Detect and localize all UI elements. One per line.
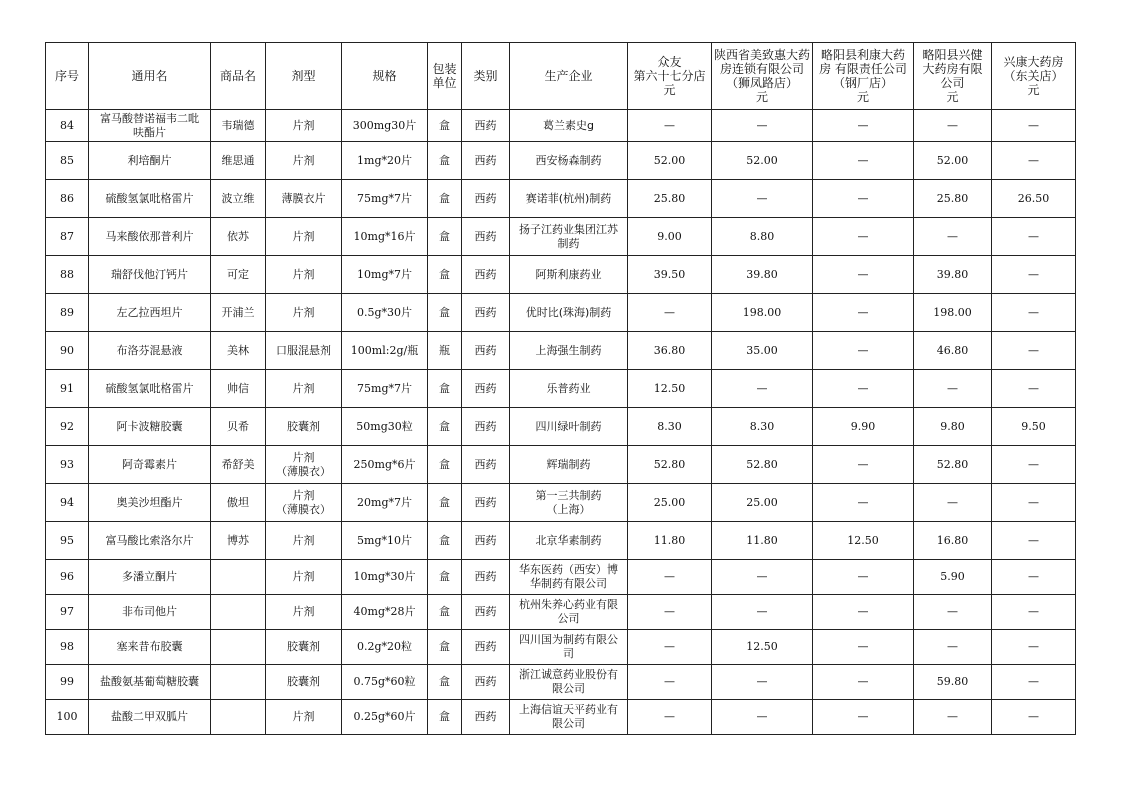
table-row [46, 256, 1076, 294]
table-cell: 12.50 [628, 370, 712, 408]
table-cell: 87 [46, 218, 89, 256]
table-cell: 5mg*10片 [342, 522, 428, 560]
table-cell: — [992, 700, 1076, 735]
table-cell: 5.90 [914, 560, 992, 595]
table-cell: 9.00 [628, 218, 712, 256]
table-cell: 乐普药业 [510, 370, 628, 408]
table-cell: — [992, 142, 1076, 180]
table-cell: 52.80 [914, 446, 992, 484]
table-cell: 扬子江药业集团江苏 制药 [510, 218, 628, 256]
table-cell: 8.30 [628, 408, 712, 446]
table-cell: 75mg*7片 [342, 180, 428, 218]
table-cell: 西药 [462, 560, 510, 595]
table-row [46, 700, 1076, 735]
table-cell: 片剂 [266, 218, 342, 256]
table-cell: 西药 [462, 332, 510, 370]
table-cell: 9.50 [992, 408, 1076, 446]
table-cell: 四川国为制药有限公 司 [510, 630, 628, 665]
table-row [46, 630, 1076, 665]
table-cell [211, 700, 266, 735]
table-cell: — [813, 256, 914, 294]
table-cell: 西药 [462, 484, 510, 522]
table-cell: 25.80 [628, 180, 712, 218]
table-cell: 39.50 [628, 256, 712, 294]
table-cell: 赛诺菲(杭州)制药 [510, 180, 628, 218]
table-cell: 西药 [462, 218, 510, 256]
table-cell: 盒 [428, 630, 462, 665]
table-cell: 50mg30粒 [342, 408, 428, 446]
column-header: 类别 [462, 43, 510, 110]
table-cell: 口服混悬剂 [266, 332, 342, 370]
table-cell: 西药 [462, 370, 510, 408]
table-cell [211, 595, 266, 630]
table-cell: 20mg*7片 [342, 484, 428, 522]
column-header: 通用名 [89, 43, 211, 110]
table-cell: 89 [46, 294, 89, 332]
table-cell: 94 [46, 484, 89, 522]
table-cell: 0.75g*60粒 [342, 665, 428, 700]
table-cell: 富马酸替诺福韦二吡 呋酯片 [89, 110, 211, 142]
table-cell: 四川绿叶制药 [510, 408, 628, 446]
table-row [46, 484, 1076, 522]
table-cell: — [628, 630, 712, 665]
table-cell: 马来酸依那普利片 [89, 218, 211, 256]
table-cell: 盒 [428, 110, 462, 142]
table-cell: — [813, 484, 914, 522]
table-cell: 非布司他片 [89, 595, 211, 630]
table-cell: 84 [46, 110, 89, 142]
table-cell: — [628, 665, 712, 700]
table-cell: 西药 [462, 256, 510, 294]
table-cell: 西药 [462, 446, 510, 484]
table-cell: 39.80 [712, 256, 813, 294]
table-cell: 盐酸二甲双胍片 [89, 700, 211, 735]
table-cell: — [813, 294, 914, 332]
table-cell: 9.90 [813, 408, 914, 446]
table-cell: 片剂 （薄膜衣） [266, 446, 342, 484]
table-cell: 52.00 [712, 142, 813, 180]
table-cell: — [992, 522, 1076, 560]
column-header: 略阳县兴健 大药房有限 公司 元 [914, 43, 992, 110]
table-cell: — [992, 218, 1076, 256]
table-cell: 西药 [462, 630, 510, 665]
column-header: 规格 [342, 43, 428, 110]
table-cell: 阿奇霉素片 [89, 446, 211, 484]
table-row [46, 142, 1076, 180]
table-cell: 盒 [428, 142, 462, 180]
table-cell: 52.00 [914, 142, 992, 180]
column-header: 生产企业 [510, 43, 628, 110]
table-cell: 75mg*7片 [342, 370, 428, 408]
table-cell: 西安杨森制药 [510, 142, 628, 180]
table-cell: — [914, 218, 992, 256]
table-cell: 90 [46, 332, 89, 370]
table-cell: 86 [46, 180, 89, 218]
table-cell: 希舒美 [211, 446, 266, 484]
table-cell: 片剂 [266, 595, 342, 630]
table-row [46, 370, 1076, 408]
table-row [46, 180, 1076, 218]
table-cell: 盒 [428, 256, 462, 294]
table-cell: 25.00 [628, 484, 712, 522]
table-cell: — [712, 370, 813, 408]
table-cell: 傲坦 [211, 484, 266, 522]
table-cell: 西药 [462, 142, 510, 180]
table-cell: 52.00 [628, 142, 712, 180]
table-cell: 85 [46, 142, 89, 180]
table-cell: — [992, 370, 1076, 408]
table-cell: 多潘立酮片 [89, 560, 211, 595]
table-cell: — [992, 446, 1076, 484]
table-cell: 第一三共制药 （上海） [510, 484, 628, 522]
table-cell: 盒 [428, 294, 462, 332]
table-cell: 片剂 [266, 110, 342, 142]
table-cell: 25.80 [914, 180, 992, 218]
table-cell: 0.2g*20粒 [342, 630, 428, 665]
table-cell: — [712, 110, 813, 142]
table-cell: 左乙拉西坦片 [89, 294, 211, 332]
table-cell: — [992, 560, 1076, 595]
table-cell [211, 665, 266, 700]
table-cell: 帅信 [211, 370, 266, 408]
table-cell: — [914, 630, 992, 665]
table-row [46, 294, 1076, 332]
table-cell: 华东医药（西安）博 华制药有限公司 [510, 560, 628, 595]
table-cell: — [992, 256, 1076, 294]
table-cell: 198.00 [914, 294, 992, 332]
table-cell: 盒 [428, 408, 462, 446]
table-cell: 北京华素制药 [510, 522, 628, 560]
table-cell: 盒 [428, 665, 462, 700]
table-cell: 瓶 [428, 332, 462, 370]
table-cell: 西药 [462, 700, 510, 735]
table-cell: 片剂 [266, 294, 342, 332]
table-cell: 91 [46, 370, 89, 408]
table-cell: 52.80 [628, 446, 712, 484]
table-cell: 盒 [428, 370, 462, 408]
table-cell: 辉瑞制药 [510, 446, 628, 484]
table-cell: — [914, 370, 992, 408]
table-cell: — [992, 110, 1076, 142]
table-cell: — [992, 332, 1076, 370]
table-cell: 贝希 [211, 408, 266, 446]
table-cell: 片剂 [266, 142, 342, 180]
table-cell: 上海强生制药 [510, 332, 628, 370]
table-cell: 100ml:2g/瓶 [342, 332, 428, 370]
table-cell: 98 [46, 630, 89, 665]
table-cell: — [628, 110, 712, 142]
table-cell: — [628, 560, 712, 595]
table-cell: — [914, 700, 992, 735]
table-cell [211, 630, 266, 665]
table-cell: 40mg*28片 [342, 595, 428, 630]
table-cell: 25.00 [712, 484, 813, 522]
table-cell: 西药 [462, 665, 510, 700]
table-cell: 杭州朱养心药业有限 公司 [510, 595, 628, 630]
table-cell: 0.5g*30片 [342, 294, 428, 332]
table-cell: 胶囊剂 [266, 665, 342, 700]
table-cell: — [813, 218, 914, 256]
table-cell: 上海信谊天平药业有 限公司 [510, 700, 628, 735]
table-cell: — [628, 700, 712, 735]
table-cell: 西药 [462, 110, 510, 142]
table-cell: — [813, 446, 914, 484]
column-header: 包装 单位 [428, 43, 462, 110]
table-cell: — [813, 332, 914, 370]
table-cell: — [712, 665, 813, 700]
table-cell: 11.80 [628, 522, 712, 560]
table-row [46, 332, 1076, 370]
table-cell: 盒 [428, 484, 462, 522]
table-cell: 片剂 [266, 700, 342, 735]
table-cell: 优时比(珠海)制药 [510, 294, 628, 332]
table-cell: 西药 [462, 180, 510, 218]
table-cell: 盒 [428, 180, 462, 218]
table-cell: 片剂 [266, 560, 342, 595]
table-cell: — [813, 180, 914, 218]
table-row [46, 110, 1076, 142]
table-cell: 100 [46, 700, 89, 735]
table-cell: 59.80 [914, 665, 992, 700]
table-cell: 浙江诚意药业股份有 限公司 [510, 665, 628, 700]
table-cell: 12.50 [712, 630, 813, 665]
table-cell: 西药 [462, 294, 510, 332]
table-cell: 盐酸氨基葡萄糖胶囊 [89, 665, 211, 700]
table-cell: — [992, 294, 1076, 332]
table-cell: — [992, 630, 1076, 665]
table-cell: 瑞舒伐他汀钙片 [89, 256, 211, 294]
table-cell: 96 [46, 560, 89, 595]
table-cell: 可定 [211, 256, 266, 294]
table-cell: — [992, 595, 1076, 630]
column-header: 剂型 [266, 43, 342, 110]
table-cell: 26.50 [992, 180, 1076, 218]
table-cell: — [813, 560, 914, 595]
table-cell: 塞来昔布胶囊 [89, 630, 211, 665]
table-cell: 97 [46, 595, 89, 630]
table-cell: 奥美沙坦酯片 [89, 484, 211, 522]
table-cell: 35.00 [712, 332, 813, 370]
table-cell: 93 [46, 446, 89, 484]
table-cell: 美林 [211, 332, 266, 370]
table-cell: 46.80 [914, 332, 992, 370]
table-cell: — [813, 142, 914, 180]
table-cell: 利培酮片 [89, 142, 211, 180]
table-cell: — [813, 595, 914, 630]
table-cell: 92 [46, 408, 89, 446]
table-cell: — [914, 110, 992, 142]
table-cell: 片剂 [266, 256, 342, 294]
column-header: 序号 [46, 43, 89, 110]
table-cell: 盒 [428, 522, 462, 560]
header-row [46, 43, 1076, 110]
column-header: 兴康大药房 （东关店） 元 [992, 43, 1076, 110]
table-cell: 39.80 [914, 256, 992, 294]
table-row [46, 522, 1076, 560]
table-cell: — [914, 595, 992, 630]
table-cell: 198.00 [712, 294, 813, 332]
table-cell: 富马酸比索洛尔片 [89, 522, 211, 560]
table-cell: 盒 [428, 446, 462, 484]
table-cell: 12.50 [813, 522, 914, 560]
table-row [46, 595, 1076, 630]
table-cell: 波立维 [211, 180, 266, 218]
table-cell: 阿斯利康药业 [510, 256, 628, 294]
table-row [46, 560, 1076, 595]
table-cell [211, 560, 266, 595]
table-row [46, 665, 1076, 700]
column-header: 商品名 [211, 43, 266, 110]
table-cell: — [712, 560, 813, 595]
table-cell: 博苏 [211, 522, 266, 560]
table-cell: 西药 [462, 408, 510, 446]
table-cell: 1mg*20片 [342, 142, 428, 180]
table-row [46, 218, 1076, 256]
table-cell: — [813, 110, 914, 142]
table-cell: 10mg*30片 [342, 560, 428, 595]
table-cell: — [992, 484, 1076, 522]
table-cell: 52.80 [712, 446, 813, 484]
table-cell: 88 [46, 256, 89, 294]
table-cell: 韦瑞德 [211, 110, 266, 142]
table-cell: 盒 [428, 595, 462, 630]
table-cell: 250mg*6片 [342, 446, 428, 484]
column-header: 众友 第六十七分店 元 [628, 43, 712, 110]
table-cell: — [628, 294, 712, 332]
table-cell: 10mg*7片 [342, 256, 428, 294]
table-cell: — [628, 595, 712, 630]
table-cell: 西药 [462, 595, 510, 630]
table-cell: 西药 [462, 522, 510, 560]
table-cell: 16.80 [914, 522, 992, 560]
table-cell: 维思通 [211, 142, 266, 180]
table-cell: 薄膜衣片 [266, 180, 342, 218]
table-cell: 片剂 [266, 522, 342, 560]
table-cell: — [813, 630, 914, 665]
table-cell: 片剂 [266, 370, 342, 408]
table-cell: — [914, 484, 992, 522]
table-cell: 95 [46, 522, 89, 560]
table-cell: 盒 [428, 218, 462, 256]
table-cell: — [992, 665, 1076, 700]
table-cell: — [813, 665, 914, 700]
table-cell: 99 [46, 665, 89, 700]
table-cell: 盒 [428, 700, 462, 735]
table-cell: 开浦兰 [211, 294, 266, 332]
table-cell: — [712, 595, 813, 630]
table-cell: 0.25g*60片 [342, 700, 428, 735]
table-cell: 盒 [428, 560, 462, 595]
table-cell: 9.80 [914, 408, 992, 446]
table-cell: 阿卡波糖胶囊 [89, 408, 211, 446]
table-cell: 布洛芬混悬液 [89, 332, 211, 370]
table-cell: 8.80 [712, 218, 813, 256]
table-cell: — [712, 700, 813, 735]
table-cell: 11.80 [712, 522, 813, 560]
table-cell: 片剂 （薄膜衣） [266, 484, 342, 522]
table-row [46, 408, 1076, 446]
table-cell: 8.30 [712, 408, 813, 446]
column-header: 略阳县利康大药 房 有限责任公司 （钢厂店） 元 [813, 43, 914, 110]
table-cell: 硫酸氢氯吡格雷片 [89, 370, 211, 408]
table-cell: — [813, 700, 914, 735]
table-cell: 葛兰素史g [510, 110, 628, 142]
table-cell: 依苏 [211, 218, 266, 256]
table-cell: 硫酸氢氯吡格雷片 [89, 180, 211, 218]
table-row [46, 446, 1076, 484]
table-cell: 300mg30片 [342, 110, 428, 142]
table-cell: — [813, 370, 914, 408]
table-cell: 36.80 [628, 332, 712, 370]
table-cell: — [712, 180, 813, 218]
price-table [45, 42, 1076, 735]
table-cell: 胶囊剂 [266, 630, 342, 665]
column-header: 陕西省美致惠大药 房连锁有限公司 （狮凤路店） 元 [712, 43, 813, 110]
table-cell: 10mg*16片 [342, 218, 428, 256]
table-cell: 胶囊剂 [266, 408, 342, 446]
